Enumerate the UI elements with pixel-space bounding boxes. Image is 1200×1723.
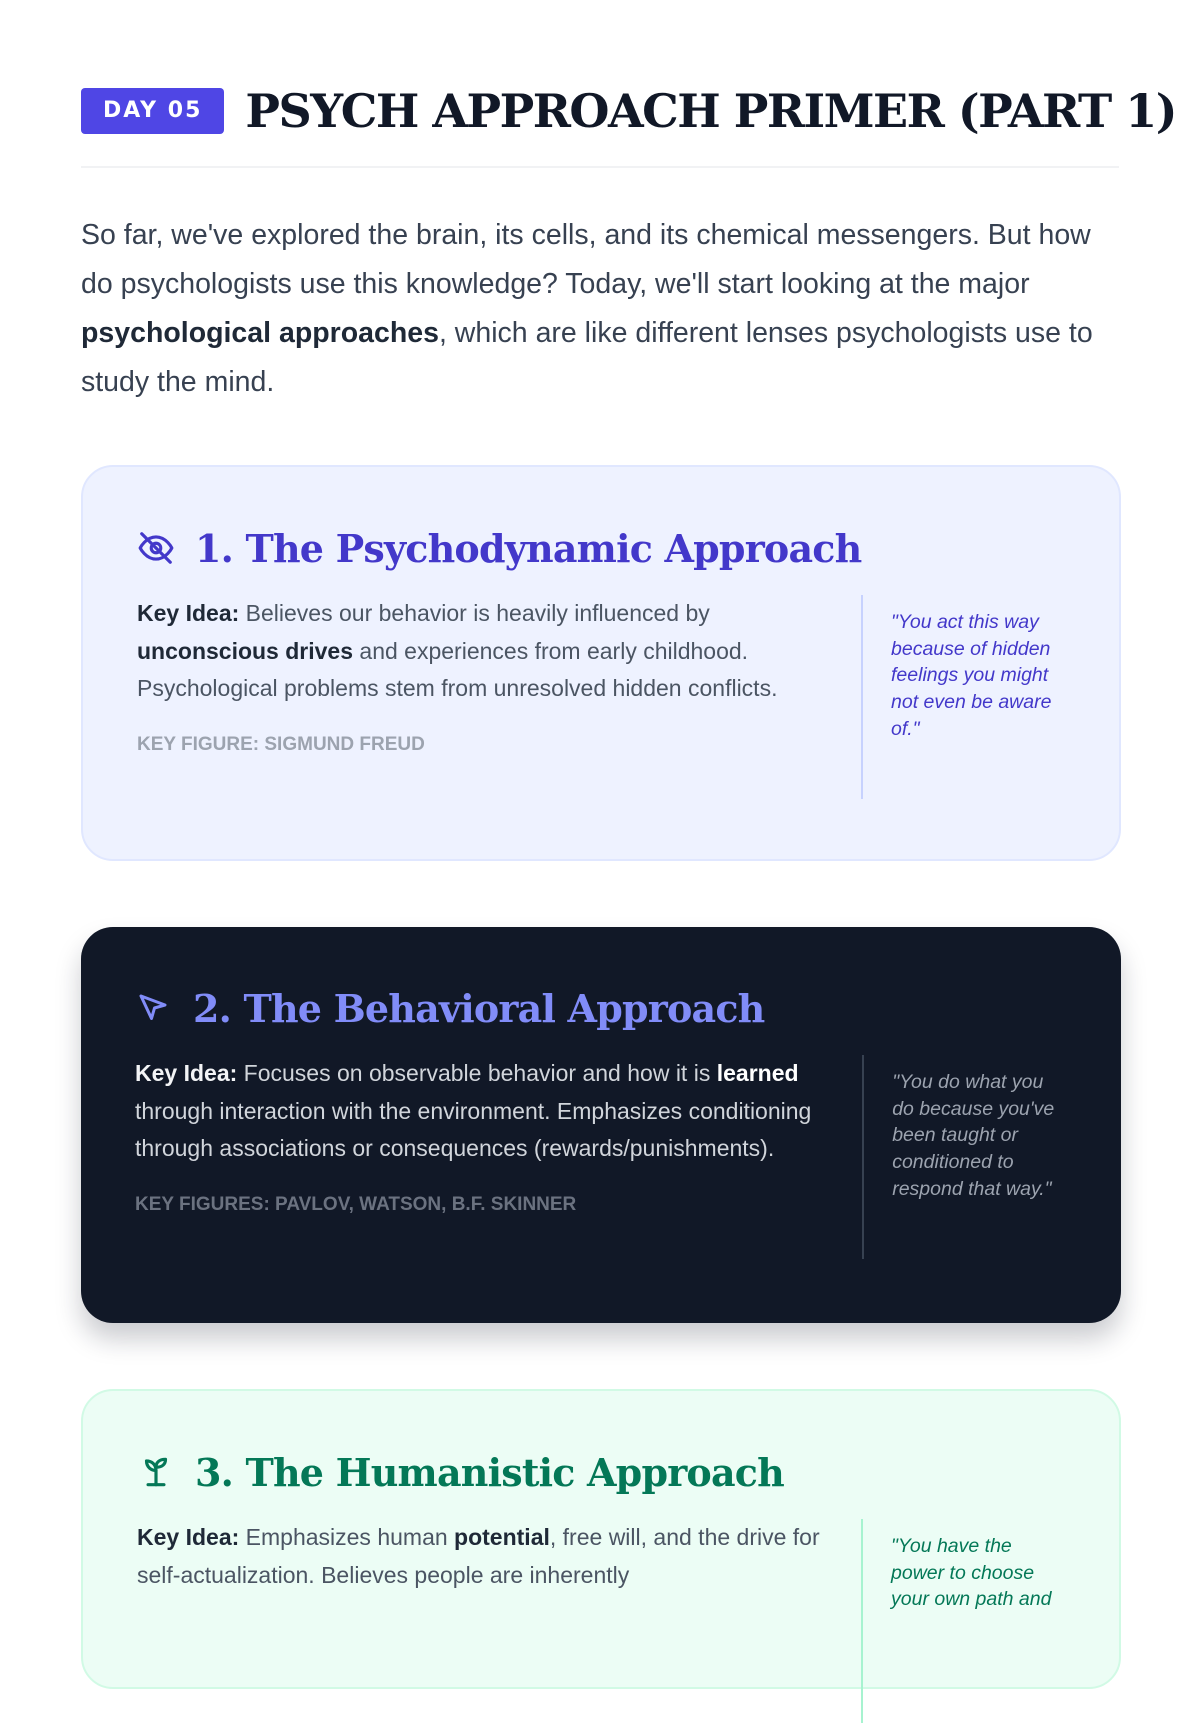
card-psychodynamic <box>81 465 1121 861</box>
card-title-row <box>135 983 1067 1033</box>
key-idea-part-2: through interaction with the environment. Emphasizes conditioning through associations or consequences (rewards/punishments). <box>135 1097 812 1161</box>
card-title-row <box>137 523 1065 573</box>
card-quote: "You have the power to choose your own path and <box>891 1535 1052 1611</box>
key-figure: KEY FIGURES: PAVLOV, WATSON, B.F. SKINNER <box>135 1193 577 1215</box>
key-idea-text <box>137 1519 833 1594</box>
card-behavioral <box>81 927 1121 1323</box>
quote-column <box>861 595 1065 799</box>
key-idea-bold: learned <box>716 1060 799 1086</box>
card-title: 2. The Behavioral Approach <box>193 985 765 1031</box>
key-idea-part-1: Believes our behavior is heavily influenced by <box>239 600 710 626</box>
card-body <box>135 1055 1067 1259</box>
card-quote: "You act this way because of hidden feelings you might not even be aware of." <box>891 611 1052 740</box>
key-idea-text <box>135 1055 834 1168</box>
card-title: 3. The Humanistic Approach <box>195 1449 784 1495</box>
quote-column <box>861 1519 1065 1723</box>
key-idea-bold: unconscious drives <box>137 637 354 664</box>
card-title: 1. The Psychodynamic Approach <box>195 525 862 571</box>
intro-paragraph <box>81 211 1119 407</box>
key-idea-label: Key Idea: <box>135 1060 238 1086</box>
quote-column <box>862 1055 1067 1259</box>
sprout-icon <box>137 1452 177 1492</box>
key-figure: KEY FIGURE: SIGMUND FREUD <box>137 733 425 755</box>
page-title: PSYCH APPROACH PRIMER (PART 1) <box>245 84 1176 138</box>
intro-text-start: So far, we've explored the brain, its cells, and its chemical messengers. But how do psychologists use this knowledge? Today, we'll start looking at the major <box>81 219 1091 300</box>
eye-off-icon <box>137 528 177 568</box>
intro-bold-term: psychological approaches <box>81 317 439 349</box>
key-idea-bold: potential <box>454 1524 550 1550</box>
header-divider <box>81 166 1119 168</box>
key-idea-part-1: Emphasizes human <box>239 1524 455 1550</box>
card-main <box>137 595 833 799</box>
card-humanistic <box>81 1389 1121 1689</box>
key-idea-part-2: , free will, and the drive for self-actualization. Believes people are inherently <box>137 1524 820 1588</box>
page-header <box>81 0 1176 138</box>
card-main <box>137 1519 833 1723</box>
card-body <box>137 1519 1065 1723</box>
intro-text-end: , which are like different lenses psychologists use to study the mind. <box>81 317 1093 398</box>
key-idea-label: Key Idea: <box>137 1524 240 1550</box>
key-idea-label: Key Idea: <box>137 600 240 626</box>
key-idea-part-2: and experiences from early childhood. Psychological problems stem from unresolved hidden conflicts. <box>137 637 778 701</box>
day-badge: DAY 05 <box>81 88 224 134</box>
card-body <box>137 595 1065 799</box>
card-quote: "You do what you do because you've been taught or conditioned to respond that way." <box>892 1071 1055 1200</box>
card-main <box>135 1055 834 1259</box>
key-idea-text <box>137 595 833 708</box>
card-title-row <box>137 1447 1065 1497</box>
cursor-pointer-icon <box>135 988 175 1028</box>
key-idea-part-1: Focuses on observable behavior and how it is <box>237 1060 717 1086</box>
